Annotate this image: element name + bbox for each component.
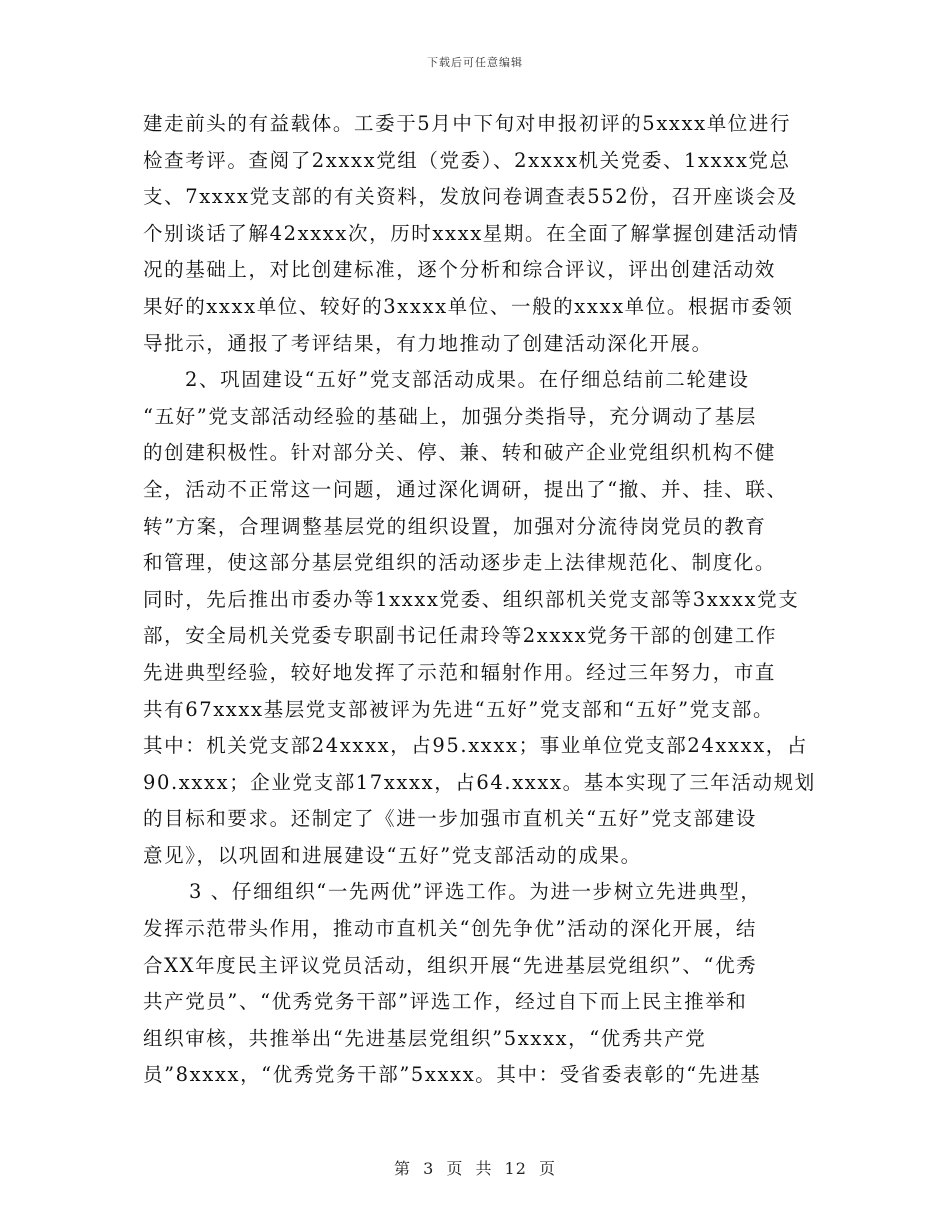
body-line: 其中：机关党支部24xxxx，占95.xxxx；事业单位党支部24xxxx，占 (143, 734, 809, 758)
body-line: 发挥示范带头作用，推动市直机关“创先争优”活动的深化开展，结 (143, 917, 757, 941)
body-line: 3 、仔细组织“一先两优”评选工作。为进一步树立先进典型， (189, 880, 762, 904)
body-line: 同时，先后推出市委办等1xxxx党委、组织部机关党支部等3xxxx党支 (143, 587, 800, 611)
body-line: 的目标和要求。还制定了《进一步加强市直机关“五好”党支部建设 (143, 807, 757, 831)
body-line: 先进典型经验，较好地发挥了示范和辐射作用。经过三年努力，市直 (143, 660, 777, 684)
body-line: 共有67xxxx基层党支部被评为先进“五好”党支部和“五好”党支部。 (143, 697, 775, 721)
body-line: 合XX年度民主评议党员活动，组织开展“先进基层党组织”、“优秀 (143, 953, 758, 977)
body-line: 部，安全局机关党委专职副书记任肃玲等2xxxx党务干部的创建工作 (143, 624, 778, 648)
body-line: 况的基础上，对比创建标准，逐个分析和综合评议，评出创建活动效 (143, 258, 777, 282)
body-line: 2、巩固建设“五好”党支部活动成果。在仔细总结前二轮建设 (185, 368, 750, 392)
body-line: 员”8xxxx，“优秀党务干部”5xxxx。其中：受省委表彰的“先进基 (143, 1063, 762, 1087)
body-line: 90.xxxx；企业党支部17xxxx，占64.xxxx。基本实现了三年活动规划 (143, 770, 816, 794)
body-line: 组织审核，共推举出“先进基层党组织”5xxxx，“优秀共产党 (143, 1026, 707, 1050)
body-line: 建走前头的有益载体。工委于5月中下旬对申报初评的5xxxx单位进行 (143, 112, 792, 135)
body-line: 和管理，使这部分基层党组织的活动逐步走上法律规范化、制度化。 (143, 551, 777, 575)
body-line: 转”方案，合理调整基层党的组织设置，加强对分流待岗党员的教育 (143, 514, 767, 538)
body-line: 个别谈话了解42xxxx次，历时xxxx星期。在全面了解掌握创建活动情 (143, 221, 800, 245)
body-line: 导批示，通报了考评结果，有力地推动了创建活动深化开展。 (143, 331, 713, 355)
body-line: 的创建积极性。针对部分关、停、兼、转和破产企业党组织机构不健 (143, 441, 777, 465)
body-line: 共产党员”、“优秀党务干部”评选工作，经过自下而上民主推举和 (143, 990, 748, 1014)
page-header: 下载后可任意编辑 (427, 56, 523, 69)
body-line: 意见》，以巩固和进展建设“五好”党支部活动的成果。 (143, 843, 642, 867)
body-line: 全，活动不正常这一问题，通过深化调研，提出了“撤、并、挂、联、 (143, 477, 788, 501)
body-line: “五好”党支部活动经验的基础上，加强分类指导，充分调动了基层 (143, 404, 757, 428)
body-line: 果好的xxxx单位、较好的3xxxx单位、一般的xxxx单位。根据市委领 (143, 294, 794, 318)
document-body (143, 106, 823, 1094)
body-line: 支、7xxxx党支部的有关资料，发放问卷调查表552份，召开座谈会及 (143, 185, 799, 209)
page-footer: 第 3 页 共 12 页 (394, 1159, 556, 1178)
body-line: 检查考评。查阅了2xxxx党组（党委）、2xxxx机关党委、1xxxx党总 (143, 148, 791, 172)
